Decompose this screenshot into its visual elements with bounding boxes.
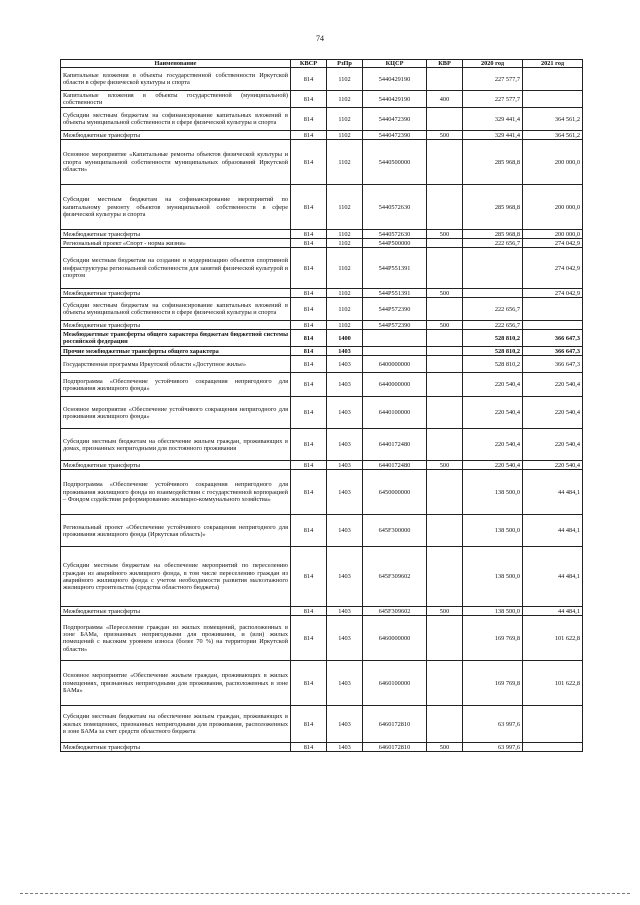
cell-kvsr: 814 <box>291 373 327 397</box>
cell-kvr <box>427 616 463 661</box>
cell-2020: 222 656,7 <box>463 321 523 330</box>
cell-kvsr: 814 <box>291 547 327 607</box>
cell-2020: 220 540,4 <box>463 373 523 397</box>
cell-kcsr: 645F309602 <box>363 547 427 607</box>
table-row <box>61 239 583 248</box>
cell-kvr: 500 <box>427 321 463 330</box>
cell-name: Основное мероприятие «Обеспечение устойчивого сокращения непригодного для проживания жилищного фонда» <box>61 397 291 429</box>
cell-kvr <box>427 356 463 373</box>
cell-2021: 274 042,9 <box>523 248 583 289</box>
cell-2021: 366 647,3 <box>523 356 583 373</box>
cell-2021: 44 484,1 <box>523 607 583 616</box>
cell-2021 <box>523 321 583 330</box>
cell-rzpr: 1102 <box>327 68 363 91</box>
cell-kvsr: 814 <box>291 470 327 515</box>
cell-2020: 329 441,4 <box>463 108 523 131</box>
table-row <box>61 140 583 185</box>
cell-rzpr: 1102 <box>327 108 363 131</box>
cell-2021: 200 000,0 <box>523 230 583 239</box>
cell-rzpr: 1403 <box>327 397 363 429</box>
cell-rzpr: 1400 <box>327 330 363 347</box>
cell-kvsr: 814 <box>291 706 327 743</box>
cell-2021 <box>523 91 583 108</box>
cell-name: Субсидии местным бюджетам на софинансирование мероприятий по капитальному ремонту объектов муниципальной собственности в сфере физической культуры и спорта <box>61 185 291 230</box>
cell-kcsr: 6460172810 <box>363 706 427 743</box>
table-row <box>61 356 583 373</box>
cell-2020: 285 968,8 <box>463 230 523 239</box>
table-row <box>61 248 583 289</box>
table-row <box>61 661 583 706</box>
cell-kvr <box>427 706 463 743</box>
cell-kvsr: 814 <box>291 140 327 185</box>
cell-name: Региональный проект «Спорт - норма жизни» <box>61 239 291 248</box>
cell-name: Прочие межбюджетные трансферты общего характера <box>61 347 291 356</box>
cell-kvsr: 814 <box>291 230 327 239</box>
cell-2021: 44 484,1 <box>523 470 583 515</box>
cell-2020: 63 997,6 <box>463 743 523 752</box>
cell-2020: 227 577,7 <box>463 68 523 91</box>
header-rzpr: РзПр <box>327 60 363 68</box>
cell-2021 <box>523 298 583 321</box>
cell-kvsr: 814 <box>291 461 327 470</box>
table-body <box>61 68 583 752</box>
cell-name: Подпрограмма «Обеспечение устойчивого сокращения непригодного для проживания жилищного фонда» <box>61 373 291 397</box>
cell-kvr <box>427 248 463 289</box>
header-kcsr: КЦСР <box>363 60 427 68</box>
table-row <box>61 547 583 607</box>
cell-2021: 101 622,8 <box>523 616 583 661</box>
cell-kvr <box>427 515 463 547</box>
table-row <box>61 91 583 108</box>
cell-rzpr: 1403 <box>327 429 363 461</box>
cell-name: Межбюджетные трансферты общего характера бюджетам бюджетной системы российской федерации <box>61 330 291 347</box>
cell-kcsr <box>363 330 427 347</box>
cell-2020: 169 769,8 <box>463 661 523 706</box>
cell-2020: 285 968,8 <box>463 140 523 185</box>
cell-rzpr: 1102 <box>327 131 363 140</box>
bottom-divider <box>20 893 630 894</box>
cell-kcsr: 544P551391 <box>363 248 427 289</box>
cell-2021: 364 561,2 <box>523 108 583 131</box>
cell-2021: 220 540,4 <box>523 397 583 429</box>
cell-name: Субсидии местным бюджетам на обеспечение жильем граждан, проживающих в домах, признанных непригодными для постоянного проживания <box>61 429 291 461</box>
cell-kvr <box>427 547 463 607</box>
cell-kvsr: 814 <box>291 330 327 347</box>
cell-kcsr: 5440500000 <box>363 140 427 185</box>
cell-rzpr: 1403 <box>327 547 363 607</box>
cell-2020: 220 540,4 <box>463 397 523 429</box>
cell-kvr: 500 <box>427 230 463 239</box>
cell-2020 <box>463 289 523 298</box>
cell-2021: 274 042,9 <box>523 289 583 298</box>
table-row <box>61 373 583 397</box>
cell-kcsr: 6460100000 <box>363 661 427 706</box>
cell-kvr <box>427 661 463 706</box>
table-row <box>61 289 583 298</box>
cell-name: Государственная программа Иркутской области «Доступное жилье» <box>61 356 291 373</box>
cell-kvr: 500 <box>427 743 463 752</box>
cell-rzpr: 1403 <box>327 616 363 661</box>
cell-rzpr: 1102 <box>327 239 363 248</box>
cell-kcsr: 5440572630 <box>363 185 427 230</box>
cell-kvsr: 814 <box>291 661 327 706</box>
cell-kcsr: 6440172480 <box>363 461 427 470</box>
cell-kcsr: 5440472390 <box>363 131 427 140</box>
cell-kcsr: 6440000000 <box>363 373 427 397</box>
cell-2020: 222 656,7 <box>463 298 523 321</box>
table-row <box>61 68 583 91</box>
cell-kvsr: 814 <box>291 68 327 91</box>
cell-2020: 138 500,0 <box>463 515 523 547</box>
cell-kcsr: 5440472390 <box>363 108 427 131</box>
cell-name: Межбюджетные трансферты <box>61 461 291 470</box>
cell-2021: 220 540,4 <box>523 461 583 470</box>
cell-2020: 63 997,6 <box>463 706 523 743</box>
table-header-row <box>61 60 583 68</box>
cell-kvr: 500 <box>427 131 463 140</box>
cell-kvsr: 814 <box>291 321 327 330</box>
cell-2021: 200 000,0 <box>523 185 583 230</box>
cell-rzpr: 1102 <box>327 289 363 298</box>
cell-2020: 285 968,8 <box>463 185 523 230</box>
cell-2021: 44 484,1 <box>523 547 583 607</box>
table-row <box>61 330 583 347</box>
header-kvr: КВР <box>427 60 463 68</box>
cell-2021 <box>523 706 583 743</box>
table-row <box>61 461 583 470</box>
cell-rzpr: 1403 <box>327 356 363 373</box>
cell-rzpr: 1403 <box>327 607 363 616</box>
cell-2021: 200 000,0 <box>523 140 583 185</box>
header-name: Наименование <box>61 60 291 68</box>
table-row <box>61 429 583 461</box>
cell-2020: 528 810,2 <box>463 356 523 373</box>
cell-name: Подпрограмма «Обеспечение устойчивого сокращения непригодного для проживания жилищного фонда во взаимодействии с государственной корпорацией – Фондом содействия реформированию жилищно-коммунального хозяйства» <box>61 470 291 515</box>
cell-kvr <box>427 298 463 321</box>
cell-kcsr: 544P500000 <box>363 239 427 248</box>
cell-kvr <box>427 429 463 461</box>
budget-table <box>60 59 583 752</box>
cell-kvr: 400 <box>427 91 463 108</box>
cell-2021 <box>523 68 583 91</box>
cell-kcsr: 5440429190 <box>363 91 427 108</box>
table-row <box>61 743 583 752</box>
cell-2020: 138 500,0 <box>463 470 523 515</box>
table-row <box>61 397 583 429</box>
cell-kcsr: 6450000000 <box>363 470 427 515</box>
cell-name: Основное мероприятие «Капитальные ремонты объектов физической культуры и спорта муниципальной собственности муниципальных образований Иркутской области» <box>61 140 291 185</box>
cell-2020: 528 810,2 <box>463 330 523 347</box>
table-row <box>61 616 583 661</box>
cell-rzpr: 1102 <box>327 248 363 289</box>
table-row <box>61 185 583 230</box>
cell-kvsr: 814 <box>291 347 327 356</box>
cell-rzpr: 1403 <box>327 461 363 470</box>
cell-2020: 138 500,0 <box>463 607 523 616</box>
cell-kvsr: 814 <box>291 515 327 547</box>
cell-name: Субсидии местным бюджетам на создание и модернизацию объектов спортивной инфраструктуры региональной собственности для занятий физической культурой и спортом <box>61 248 291 289</box>
cell-name: Межбюджетные трансферты <box>61 289 291 298</box>
cell-kcsr: 6400000000 <box>363 356 427 373</box>
cell-kvsr: 814 <box>291 185 327 230</box>
cell-kvsr: 814 <box>291 289 327 298</box>
cell-kcsr <box>363 347 427 356</box>
cell-kvr <box>427 330 463 347</box>
cell-kvsr: 814 <box>291 397 327 429</box>
cell-2021: 220 540,4 <box>523 429 583 461</box>
table-row <box>61 230 583 239</box>
cell-rzpr: 1403 <box>327 706 363 743</box>
cell-kvsr: 814 <box>291 356 327 373</box>
cell-2021: 274 042,9 <box>523 239 583 248</box>
cell-2021 <box>523 743 583 752</box>
table-row <box>61 470 583 515</box>
cell-rzpr: 1102 <box>327 140 363 185</box>
cell-kcsr: 645F309602 <box>363 607 427 616</box>
cell-kvsr: 814 <box>291 248 327 289</box>
cell-2020: 528 810,2 <box>463 347 523 356</box>
cell-kvsr: 814 <box>291 91 327 108</box>
cell-kvr <box>427 373 463 397</box>
cell-rzpr: 1102 <box>327 321 363 330</box>
table-row <box>61 347 583 356</box>
cell-kvsr: 814 <box>291 239 327 248</box>
cell-name: Подпрограмма «Переселение граждан из жилых помещений, расположенных в зоне БАМа, признанных непригодными для проживания, и (или) жилых помещений с высоким уровнем износа (более 70 %) на территории Иркутской области» <box>61 616 291 661</box>
cell-name: Субсидии местным бюджетам на софинансирование капитальных вложений в объекты муниципальной собственности в сфере физической культуры и спорта <box>61 108 291 131</box>
cell-kcsr: 6460172810 <box>363 743 427 752</box>
cell-2020: 220 540,4 <box>463 461 523 470</box>
cell-kcsr: 6440100000 <box>363 397 427 429</box>
budget-table-container <box>60 59 582 752</box>
table-row <box>61 298 583 321</box>
cell-kcsr: 645F300000 <box>363 515 427 547</box>
cell-name: Межбюджетные трансферты <box>61 607 291 616</box>
cell-kvr <box>427 108 463 131</box>
cell-name: Основное мероприятие «Обеспечение жильем граждан, проживающих в жилых помещениях, признанных непригодными для проживания, расположенных в зоне БАМа» <box>61 661 291 706</box>
cell-2020: 220 540,4 <box>463 429 523 461</box>
cell-kvr <box>427 185 463 230</box>
cell-2020: 227 577,7 <box>463 91 523 108</box>
table-row <box>61 607 583 616</box>
cell-rzpr: 1403 <box>327 470 363 515</box>
cell-kcsr: 544P572390 <box>363 298 427 321</box>
cell-rzpr: 1403 <box>327 743 363 752</box>
cell-rzpr: 1403 <box>327 373 363 397</box>
page-number: 74 <box>316 34 324 43</box>
cell-kvr <box>427 140 463 185</box>
cell-2020: 222 656,7 <box>463 239 523 248</box>
header-2021: 2021 год <box>523 60 583 68</box>
cell-kvr <box>427 68 463 91</box>
header-kvsr: КВСР <box>291 60 327 68</box>
cell-kvsr: 814 <box>291 108 327 131</box>
cell-kcsr: 6460000000 <box>363 616 427 661</box>
cell-name: Межбюджетные трансферты <box>61 321 291 330</box>
cell-kvsr: 814 <box>291 743 327 752</box>
cell-2020 <box>463 248 523 289</box>
cell-name: Межбюджетные трансферты <box>61 131 291 140</box>
cell-rzpr: 1102 <box>327 91 363 108</box>
table-row <box>61 321 583 330</box>
cell-rzpr: 1403 <box>327 347 363 356</box>
table-row <box>61 131 583 140</box>
cell-2021: 220 540,4 <box>523 373 583 397</box>
cell-name: Межбюджетные трансферты <box>61 230 291 239</box>
cell-kvsr: 814 <box>291 429 327 461</box>
cell-kcsr: 544P572390 <box>363 321 427 330</box>
cell-kvr <box>427 397 463 429</box>
table-row <box>61 515 583 547</box>
cell-kvsr: 814 <box>291 616 327 661</box>
cell-name: Региональный проект «Обеспечение устойчивого сокращения непригодного для проживания жилищного фонда (Иркутская область)» <box>61 515 291 547</box>
cell-2020: 138 500,0 <box>463 547 523 607</box>
cell-name: Капитальные вложения в объекты государственной собственности Иркутской области в сфере физической культуры и спорта <box>61 68 291 91</box>
table-row <box>61 108 583 131</box>
cell-kvr <box>427 347 463 356</box>
cell-2021: 101 622,8 <box>523 661 583 706</box>
cell-2021: 366 647,3 <box>523 330 583 347</box>
header-2020: 2020 год <box>463 60 523 68</box>
cell-2020: 329 441,4 <box>463 131 523 140</box>
cell-kvsr: 814 <box>291 298 327 321</box>
cell-name: Субсидии местным бюджетам на софинансирование капитальных вложений в объекты муниципальной собственности в сфере физической культуры и спорта <box>61 298 291 321</box>
cell-name: Субсидии местным бюджетам на обеспечение жильем граждан, проживающих в жилых помещениях, признанных непригодными для проживания, расположенных в зоне БАМа за счет средств областного бюджета <box>61 706 291 743</box>
cell-kvr <box>427 470 463 515</box>
cell-kvr: 500 <box>427 607 463 616</box>
cell-kcsr: 5440572630 <box>363 230 427 239</box>
cell-2020: 169 769,8 <box>463 616 523 661</box>
cell-kcsr: 6440172480 <box>363 429 427 461</box>
cell-name: Межбюджетные трансферты <box>61 743 291 752</box>
cell-rzpr: 1403 <box>327 515 363 547</box>
cell-rzpr: 1403 <box>327 661 363 706</box>
cell-name: Субсидии местным бюджетам на обеспечение мероприятий по переселению граждан из аварийного жилищного фонда, в том числе переселению граждан из аварийного жилищного фонда с учетом необходимости развития малоэтажного жилищного строительства (средства областного бюджета) <box>61 547 291 607</box>
cell-rzpr: 1102 <box>327 185 363 230</box>
cell-rzpr: 1102 <box>327 230 363 239</box>
table-row <box>61 706 583 743</box>
cell-2021: 44 484,1 <box>523 515 583 547</box>
cell-kvsr: 814 <box>291 131 327 140</box>
cell-kcsr: 544P551391 <box>363 289 427 298</box>
cell-name: Капитальные вложения в объекты государственной (муниципальной) собственности <box>61 91 291 108</box>
cell-kvr <box>427 239 463 248</box>
cell-2021: 364 561,2 <box>523 131 583 140</box>
cell-kvr: 500 <box>427 461 463 470</box>
cell-kvsr: 814 <box>291 607 327 616</box>
cell-rzpr: 1102 <box>327 298 363 321</box>
cell-2021: 366 647,3 <box>523 347 583 356</box>
cell-kcsr: 5440429190 <box>363 68 427 91</box>
cell-kvr: 500 <box>427 289 463 298</box>
